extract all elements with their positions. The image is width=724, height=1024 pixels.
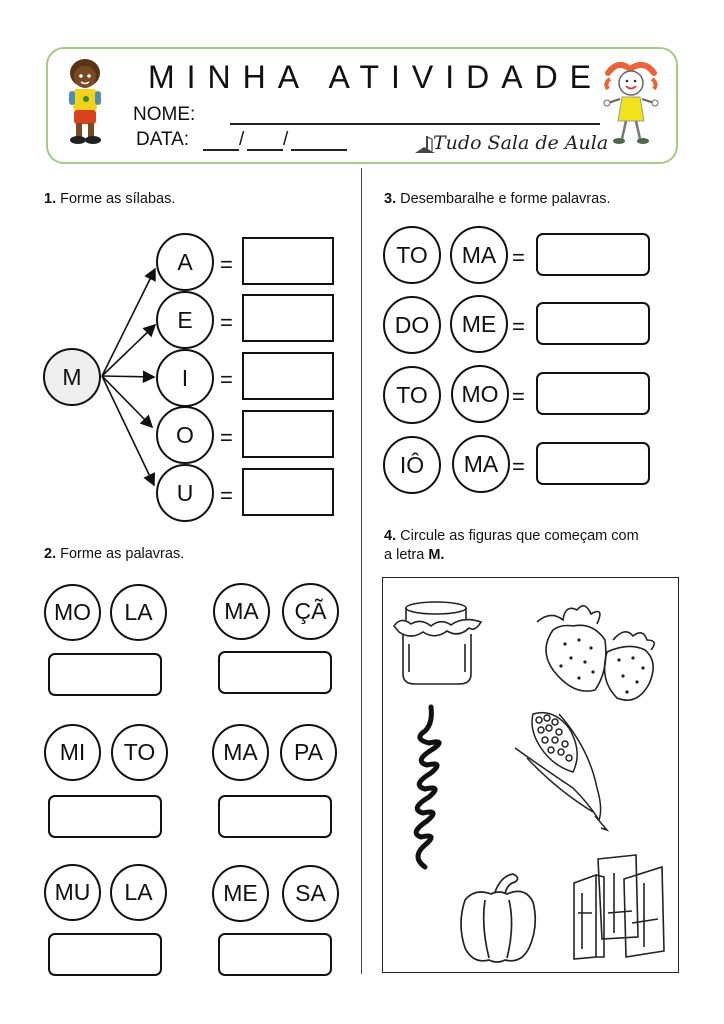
- syllable-circle: PA: [280, 724, 337, 781]
- scrambled-syllable-circle: MA: [450, 226, 508, 284]
- section-3-title: [384, 190, 610, 209]
- syllable-circle: MU: [44, 864, 101, 921]
- section-1-text: Forme as sílabas.: [60, 191, 176, 207]
- equals-sign: =: [220, 367, 233, 392]
- syllable-circle: MI: [44, 724, 101, 781]
- section-3-text: Desembaralhe e forme palavras.: [400, 191, 611, 207]
- books-icon[interactable]: [568, 853, 668, 963]
- section-2-text: Forme as palavras.: [60, 546, 185, 562]
- word-answer-box[interactable]: [218, 651, 332, 694]
- section-4-text: Circule as figuras que começam com: [400, 528, 639, 544]
- vowel-circle: O: [156, 406, 214, 464]
- unscrambled-word-box[interactable]: [536, 233, 650, 276]
- syllable-circle: ÇÃ: [282, 583, 339, 640]
- equals-sign: =: [512, 245, 525, 270]
- syllable-circle: MO: [44, 584, 101, 641]
- unscrambled-word-box[interactable]: [536, 302, 650, 345]
- strawberries-icon[interactable]: [533, 600, 663, 704]
- word-answer-box[interactable]: [48, 933, 162, 976]
- page-title: MINHA ATIVIDADE: [148, 59, 604, 95]
- vowel-circle: I: [156, 349, 214, 407]
- unscrambled-word-box[interactable]: [536, 442, 650, 485]
- equals-sign: =: [512, 384, 525, 409]
- equals-sign: =: [512, 314, 525, 339]
- scrambled-syllable-circle: DO: [383, 296, 441, 354]
- equals-sign: =: [220, 310, 233, 335]
- syllable-circle: SA: [282, 865, 339, 922]
- section-2-title: [44, 545, 184, 564]
- section-3-number: 3.: [384, 191, 397, 207]
- word-answer-box[interactable]: [48, 795, 162, 838]
- scrambled-syllable-circle: TO: [383, 226, 441, 284]
- word-answer-box[interactable]: [48, 653, 162, 696]
- scrambled-syllable-circle: MO: [451, 365, 509, 423]
- date-separator: /: [239, 129, 245, 150]
- source-letter-circle: M: [43, 348, 101, 406]
- syllable-answer-box[interactable]: [242, 468, 334, 516]
- scrambled-syllable-circle: IÔ: [383, 436, 441, 494]
- section-4-number: 4.: [384, 528, 397, 544]
- syllable-circle: LA: [110, 864, 167, 921]
- syllable-circle: MA: [212, 724, 269, 781]
- scrambled-syllable-circle: TO: [383, 366, 441, 424]
- corn-icon[interactable]: [513, 708, 613, 833]
- equals-sign: =: [220, 483, 233, 508]
- vowel-circle: A: [156, 233, 214, 291]
- syllable-circle: TO: [111, 724, 168, 781]
- vowel-circle: E: [156, 291, 214, 349]
- scrambled-syllable-circle: MA: [452, 435, 510, 493]
- section-2-number: 2.: [44, 546, 57, 562]
- pictures-frame: [382, 577, 679, 973]
- scrambled-syllable-circle: ME: [450, 295, 508, 353]
- syllable-circle: MA: [213, 583, 270, 640]
- girl-character-icon: [600, 59, 662, 149]
- name-label: NOME:: [133, 104, 196, 125]
- spring-coil-icon[interactable]: [403, 703, 453, 873]
- brand-logo-text: Tudo Sala de Aula: [433, 132, 609, 154]
- jam-jar-icon[interactable]: [391, 598, 485, 688]
- bell-pepper-icon[interactable]: [455, 870, 539, 966]
- unscrambled-word-box[interactable]: [536, 372, 650, 415]
- column-divider: [361, 168, 362, 974]
- date-label: DATA:: [136, 129, 190, 150]
- section-4-letter: M.: [428, 547, 445, 563]
- syllable-circle: ME: [212, 865, 269, 922]
- word-answer-box[interactable]: [218, 933, 332, 976]
- syllable-answer-box[interactable]: [242, 237, 334, 285]
- section-1-number: 1.: [44, 191, 57, 207]
- syllable-answer-box[interactable]: [242, 294, 334, 342]
- vowel-circle: U: [156, 464, 214, 522]
- section-4-title: [384, 527, 639, 565]
- word-answer-box[interactable]: [218, 795, 332, 838]
- syllable-answer-box[interactable]: [242, 352, 334, 400]
- date-separator: /: [283, 129, 289, 150]
- book-logo-icon: [414, 135, 434, 155]
- equals-sign: =: [512, 454, 525, 479]
- equals-sign: =: [220, 425, 233, 450]
- syllable-circle: LA: [110, 584, 167, 641]
- equals-sign: =: [220, 252, 233, 277]
- section-4-text-line2: a letra: [384, 547, 429, 563]
- syllable-answer-box[interactable]: [242, 410, 334, 458]
